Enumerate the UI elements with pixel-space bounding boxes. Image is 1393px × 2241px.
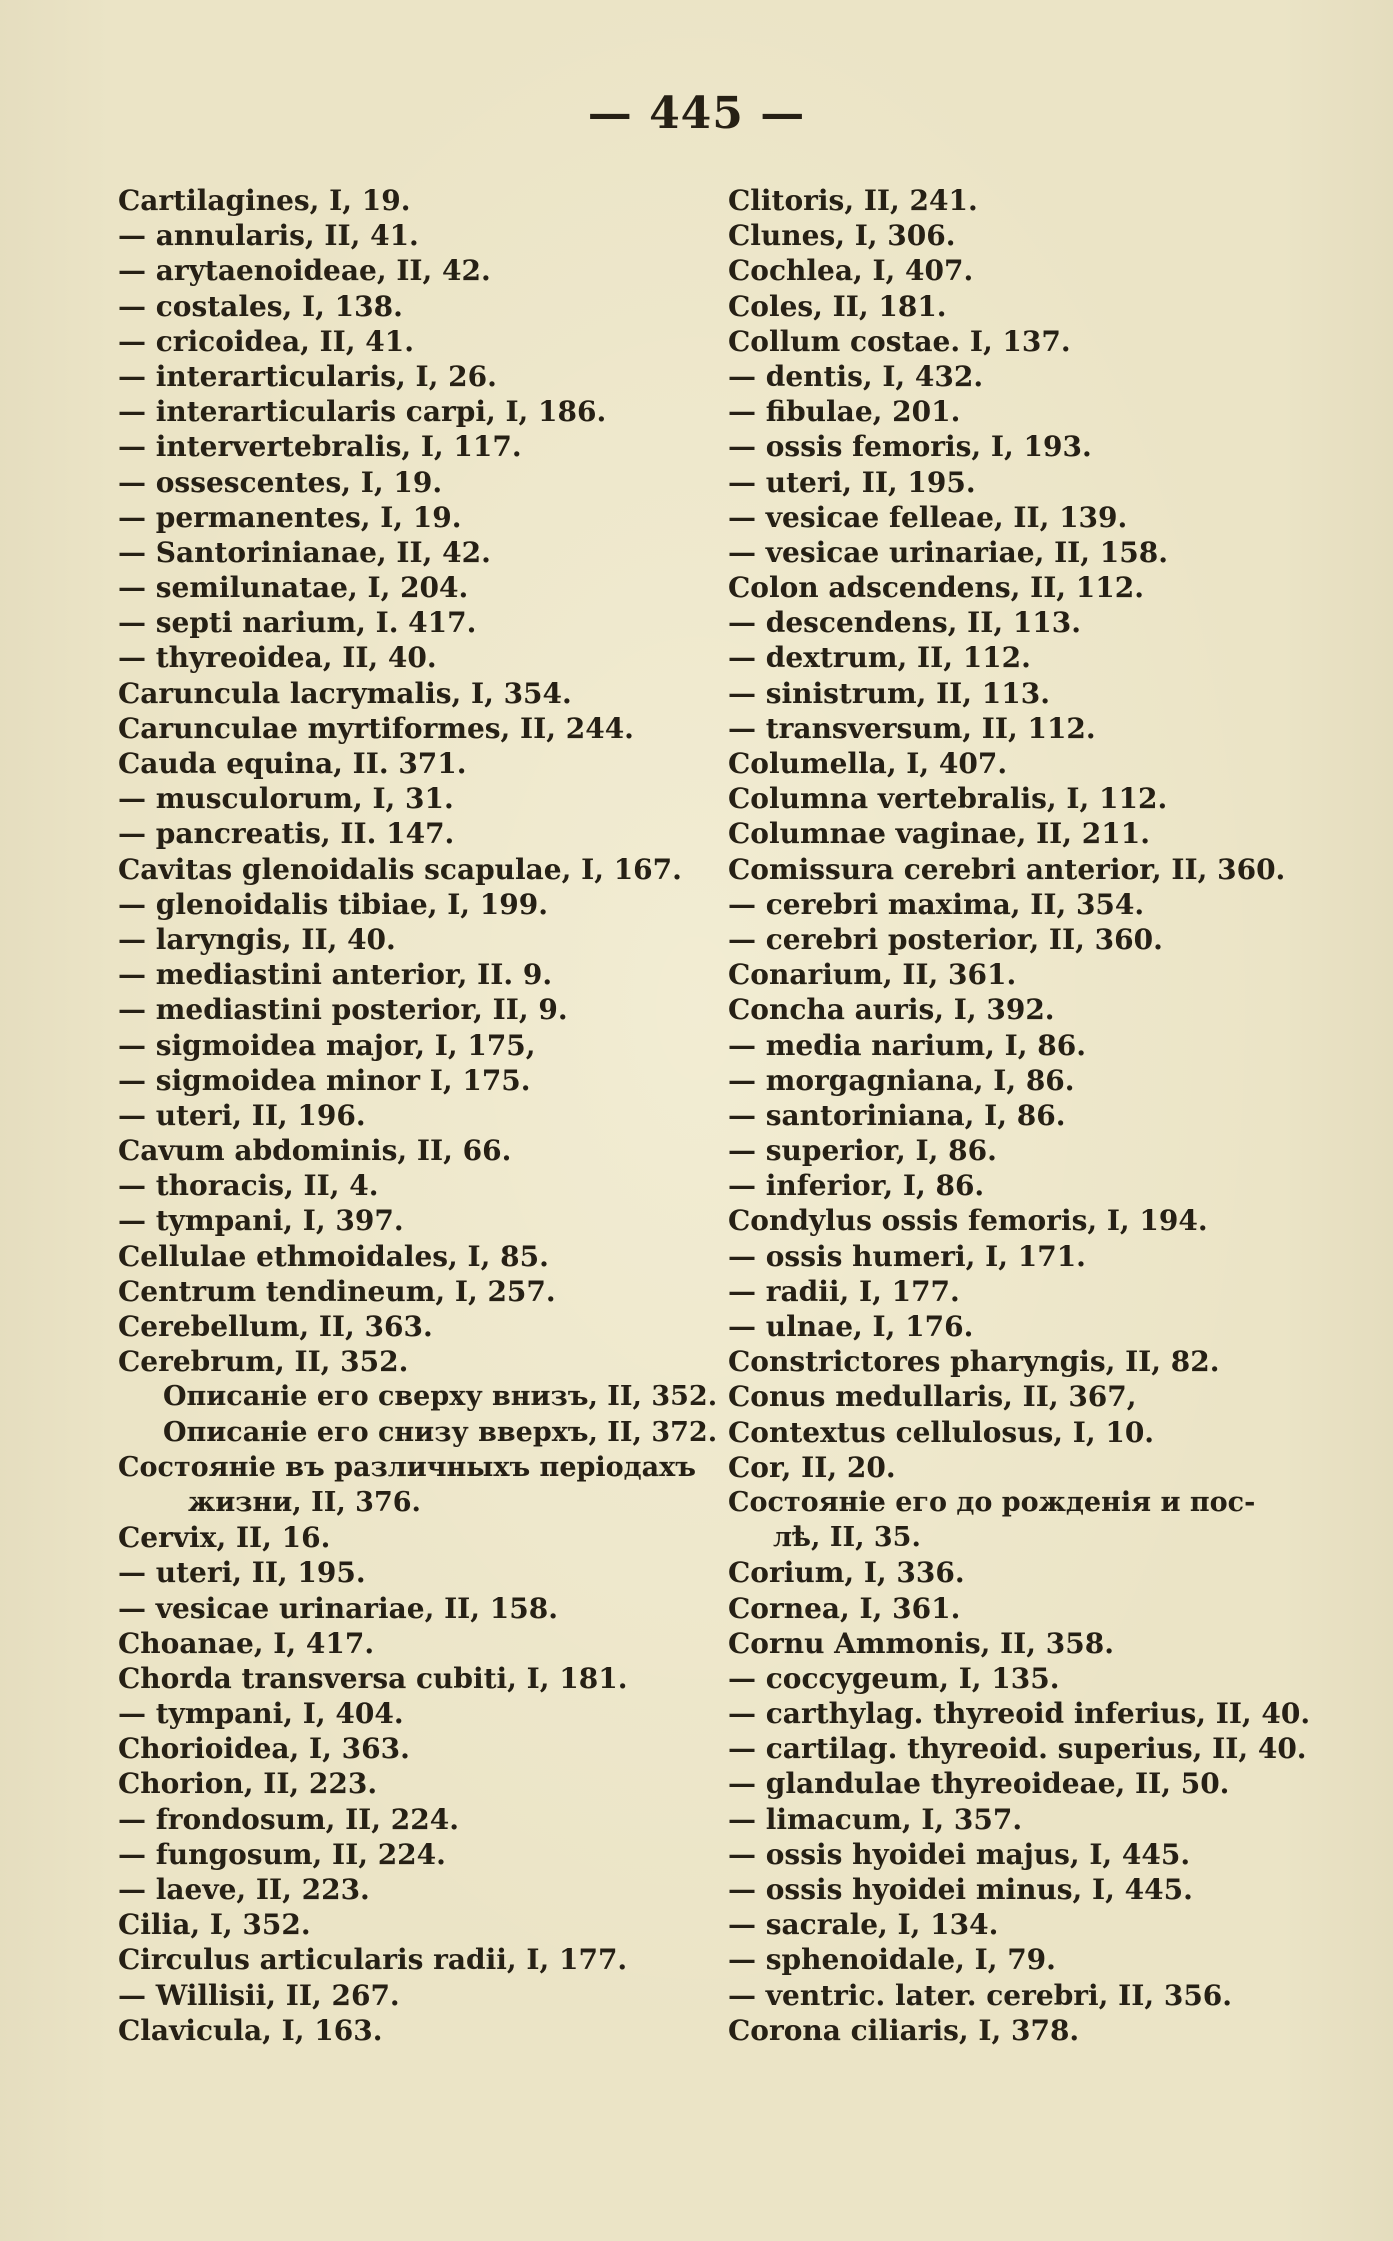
index-entry: — glenoidalis tibiae, I, 199.	[118, 887, 548, 921]
index-entry: — cerebri posterior, II, 360.	[728, 922, 1163, 956]
index-entry: — radii, I, 177.	[728, 1274, 960, 1308]
index-entry: Clitoris, II, 241.	[728, 184, 978, 217]
index-entry: — laryngis, II, 40.	[118, 922, 396, 956]
index-entry: — fibulae, 201.	[728, 395, 961, 429]
index-entry: Chorion, II, 223.	[118, 1767, 378, 1801]
index-entry: — permanentes, I, 19.	[118, 500, 462, 534]
index-entry: — tympani, I, 404.	[118, 1697, 404, 1731]
index-entry: — thoracis, II, 4.	[118, 1169, 379, 1203]
index-entry: Corona ciliaris, I, 378.	[728, 2013, 1080, 2047]
index-entry: — semilunatae, I, 204.	[118, 571, 469, 605]
index-entry: Cavitas glenoidalis scapulae, I, 167.	[118, 852, 682, 886]
index-entry: — uteri, II, 196.	[118, 1098, 366, 1132]
index-entry: Constrictores pharyngis, II, 82.	[728, 1345, 1220, 1379]
page-number: — 445 —	[587, 88, 806, 139]
index-entry: Cauda equina, II. 371.	[118, 747, 467, 780]
index-entry: — mediastini posterior, II, 9.	[118, 993, 568, 1027]
index-entry: — coccygeum, I, 135.	[728, 1661, 1060, 1695]
index-entry: Columna vertebralis, I, 112.	[728, 782, 1168, 816]
index-entry: Cerebellum, II, 363.	[118, 1310, 433, 1343]
index-entry: — uteri, II, 195.	[728, 465, 976, 499]
index-entry: — ossescentes, I, 19.	[118, 465, 443, 499]
index-entry: — mediastini anterior, II. 9.	[118, 958, 553, 992]
index-entry: — interarticularis, I, 26.	[118, 359, 497, 393]
index-entry: — transversum, II, 112.	[728, 711, 1096, 745]
index-entry: — glandulae thyreoideae, II, 50.	[728, 1767, 1230, 1801]
index-entry: — tympani, I, 397.	[118, 1204, 404, 1238]
index-entry: Chorioidea, I, 363.	[118, 1732, 410, 1766]
index-entry: — morgagniana, I, 86.	[728, 1063, 1075, 1097]
index-entry: Colon adscendens, II, 112.	[728, 571, 1144, 605]
index-entry: — sigmoidea minor I, 175.	[118, 1063, 531, 1097]
index-entry: — sigmoidea major, I, 175,	[118, 1028, 536, 1062]
index-entry: лѣ, II, 35.	[773, 1522, 921, 1554]
index-entry: — interarticularis carpi, I, 186.	[118, 395, 607, 429]
index-entry: — vesicae felleae, II, 139.	[728, 500, 1128, 534]
index-entry: — descendens, II, 113.	[728, 606, 1082, 640]
index-entry: — dentis, I, 432.	[728, 359, 984, 393]
index-entry: жизни, II, 376.	[188, 1486, 421, 1518]
index-entry: Cavum abdominis, II, 66.	[118, 1134, 512, 1168]
index-entry: Conarium, II, 361.	[728, 958, 1017, 992]
index-entry: Coles, II, 181.	[728, 289, 947, 323]
index-entry: Columella, I, 407.	[728, 747, 1008, 780]
index-entry: Clavicula, I, 163.	[118, 2013, 383, 2047]
index-entry: — limacum, I, 357.	[728, 1802, 1023, 1836]
index-entry: — santoriniana, I, 86.	[728, 1098, 1066, 1132]
index-entry: — cartilag. thyreoid. superius, II, 40.	[728, 1732, 1307, 1766]
index-entry: Cerebrum, II, 352.	[118, 1345, 409, 1379]
index-entry: — arytaenoideae, II, 42.	[118, 254, 491, 288]
index-entry: Chorda transversa cubiti, I, 181.	[118, 1661, 628, 1695]
index-entry: — intervertebralis, I, 117.	[118, 430, 522, 464]
index-entry: Описаніе его снизу вверхъ, II, 372.	[163, 1416, 718, 1448]
index-entry: — frondosum, II, 224.	[118, 1802, 459, 1836]
index-entry: — cricoidea, II, 41.	[118, 324, 414, 358]
index-entry: Cervix, II, 16.	[118, 1521, 331, 1555]
index-entry: Clunes, I, 306.	[728, 219, 956, 253]
index-entry: — ossis humeri, I, 171.	[728, 1239, 1086, 1273]
index-entry: Columnae vaginae, II, 211.	[728, 817, 1150, 851]
index-entry: Centrum tendineum, I, 257.	[118, 1274, 556, 1308]
index-entry: — pancreatis, II. 147.	[118, 817, 455, 851]
index-entry: — vesicae urinariae, II, 158.	[728, 535, 1168, 569]
index-entry: Caruncula lacrymalis, I, 354.	[118, 676, 572, 710]
index-entry: Cilia, I, 352.	[118, 1908, 311, 1942]
index-entry: — annularis, II, 41.	[118, 219, 419, 253]
index-entry: — inferior, I, 86.	[728, 1169, 985, 1203]
index-entry: — laeve, II, 223.	[118, 1873, 370, 1906]
index-entry: — costales, I, 138.	[118, 289, 403, 323]
index-entry: Cartilagines, I, 19.	[118, 184, 411, 217]
index-entry: — uteri, II, 195.	[118, 1556, 366, 1590]
index-entry: Cochlea, I, 407.	[728, 254, 974, 288]
index-entry: Cor, II, 20.	[728, 1450, 896, 1484]
index-entry: — ossis hyoidei minus, I, 445.	[728, 1873, 1193, 1906]
index-entry: Conus medullaris, II, 367,	[728, 1380, 1137, 1414]
index-entry: — superior, I, 86.	[728, 1134, 997, 1168]
index-entry: — sacrale, I, 134.	[728, 1908, 999, 1942]
index-entry: — ossis femoris, I, 193.	[728, 430, 1092, 464]
index-entry: Состояніе его до рожденія и пос-	[728, 1486, 1256, 1518]
index-entry: Condylus ossis femoris, I, 194.	[728, 1204, 1208, 1238]
index-entry: — media narium, I, 86.	[728, 1028, 1086, 1062]
index-entry: Carunculae myrtiformes, II, 244.	[118, 711, 634, 745]
index-entry: Corium, I, 336.	[728, 1556, 965, 1590]
index-entry: — septi narium, I. 417.	[118, 606, 477, 640]
index-entry: — dextrum, II, 112.	[728, 641, 1031, 675]
index-entry: — Willisii, II, 267.	[118, 1978, 400, 2012]
index-entry: Concha auris, I, 392.	[728, 993, 1055, 1027]
index-entry: — ulnae, I, 176.	[728, 1310, 974, 1343]
index-entry: Comissura cerebri anterior, II, 360.	[728, 852, 1286, 886]
index-entry: — carthylag. thyreoid inferius, II, 40.	[728, 1697, 1311, 1731]
index-entry: — musculorum, I, 31.	[118, 782, 454, 816]
index-entry: — Santoriniаnae, II, 42.	[118, 535, 491, 569]
index-entry: Collum costae. I, 137.	[728, 324, 1071, 358]
index-entry: — ossis hyoidei majus, I, 445.	[728, 1837, 1191, 1871]
index-entry: — vesicae urinariae, II, 158.	[118, 1591, 558, 1625]
index-entry: — sinistrum, II, 113.	[728, 676, 1050, 710]
index-entry: Choanae, I, 417.	[118, 1626, 375, 1660]
index-entry: Cornea, I, 361.	[728, 1591, 961, 1625]
index-entry: Описаніе его сверху внизъ, II, 352.	[163, 1381, 718, 1413]
index-entry: — ventric. later. cerebri, II, 356.	[728, 1978, 1233, 2012]
index-entry: Contextus cellulosus, I, 10.	[728, 1415, 1155, 1449]
index-entry: Cornu Ammonis, II, 358.	[728, 1626, 1114, 1660]
index-column-left	[118, 183, 728, 2048]
index-entry: Circulus articularis radii, I, 177.	[118, 1943, 628, 1977]
index-entry: — sphenoidale, I, 79.	[728, 1943, 1056, 1977]
index-entry: — thyreoidea, II, 40.	[118, 641, 437, 675]
index-entry: — fungosum, II, 224.	[118, 1837, 446, 1871]
index-entry: — cerebri maxima, II, 354.	[728, 887, 1145, 921]
index-entry: Состояніе въ различныхъ періодахъ	[118, 1451, 696, 1483]
index-column-right	[728, 183, 1338, 2048]
index-entry: Cellulae ethmoidales, I, 85.	[118, 1239, 549, 1273]
